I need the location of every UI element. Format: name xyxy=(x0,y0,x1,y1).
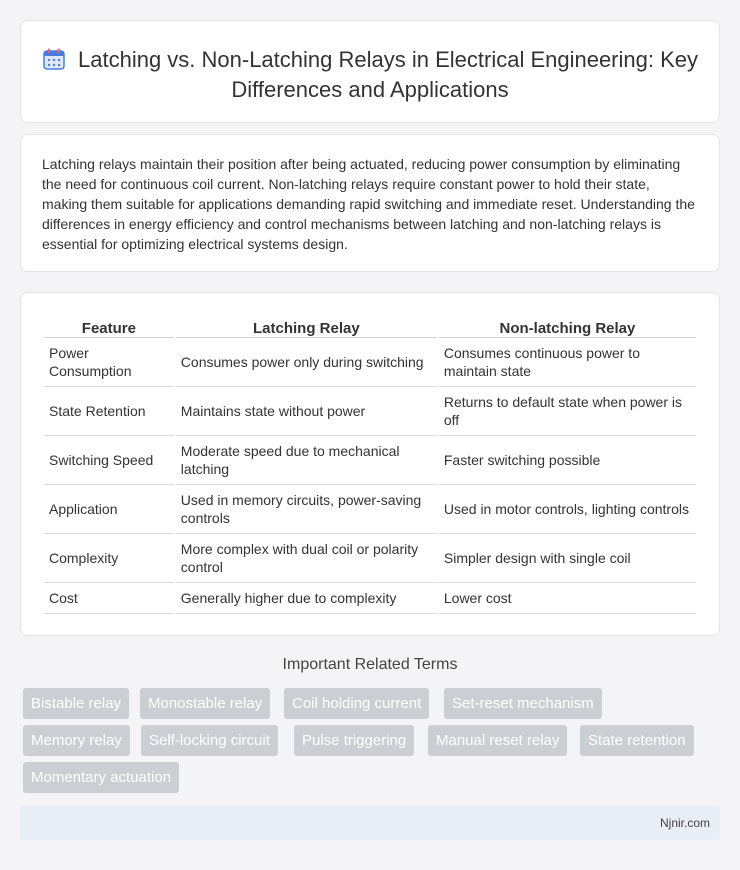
cell-non-latching: Returns to default state when power is off xyxy=(439,387,696,436)
cell-non-latching: Consumes continuous power to maintain state xyxy=(439,338,696,387)
cell-feature: State Retention xyxy=(44,387,174,436)
cell-latching: Generally higher due to complexity xyxy=(176,583,437,614)
cell-non-latching: Lower cost xyxy=(439,583,696,614)
title-card xyxy=(20,20,720,123)
cell-latching: Moderate speed due to mechanical latching xyxy=(176,436,437,485)
term-tag[interactable]: Pulse triggering xyxy=(294,725,414,756)
table-header-row xyxy=(44,316,696,338)
intro-paragraph: Latching relays maintain their position after being actuated, reducing power consumption by eliminating the need for continuous coil current. Non-latching relays require constant power to hold their state, making them suitable for applications demanding rapid switching and immediate reset. Understanding the differences in energy efficiency and control mechanisms between latching and non-latching relays is essential for optimizing electrical systems design. xyxy=(42,156,695,252)
cell-feature: Complexity xyxy=(44,534,174,583)
table-row xyxy=(44,583,696,614)
cell-feature: Application xyxy=(44,485,174,534)
cell-latching: Used in memory circuits, power-saving controls xyxy=(176,485,437,534)
table-row xyxy=(44,436,696,485)
header-feature: Feature xyxy=(44,316,174,338)
related-terms-title: Important Related Terms xyxy=(282,656,458,673)
term-tag[interactable]: Set-reset mechanism xyxy=(444,688,602,719)
cell-non-latching: Faster switching possible xyxy=(439,436,696,485)
term-tag[interactable]: Coil holding current xyxy=(284,688,429,719)
cell-non-latching: Simpler design with single coil xyxy=(439,534,696,583)
intro-card xyxy=(20,134,720,272)
cell-latching: Consumes power only during switching xyxy=(176,338,437,387)
cell-latching: Maintains state without power xyxy=(176,387,437,436)
table-row xyxy=(44,338,696,387)
term-tag[interactable]: State retention xyxy=(580,725,694,756)
term-tag[interactable]: Manual reset relay xyxy=(428,725,567,756)
header-latching: Latching Relay xyxy=(176,316,437,338)
cell-latching: More complex with dual coil or polarity control xyxy=(176,534,437,583)
cell-non-latching: Used in motor controls, lighting controls xyxy=(439,485,696,534)
page-title-text: Latching vs. Non-Latching Relays in Electrical Engineering: Key Differences and Applications xyxy=(78,47,698,102)
term-tag[interactable]: Memory relay xyxy=(23,725,130,756)
term-tag[interactable]: Self-locking circuit xyxy=(141,725,278,756)
term-tag[interactable]: Monostable relay xyxy=(140,688,270,719)
cell-feature: Cost xyxy=(44,583,174,614)
term-tag[interactable]: Momentary actuation xyxy=(23,762,179,793)
term-tag[interactable]: Bistable relay xyxy=(23,688,129,719)
comparison-table xyxy=(42,316,698,614)
header-non-latching: Non-latching Relay xyxy=(439,316,696,338)
table-row xyxy=(44,387,696,436)
cell-feature: Power Consumption xyxy=(44,338,174,387)
table-row xyxy=(44,534,696,583)
comparison-card xyxy=(20,292,720,636)
cell-feature: Switching Speed xyxy=(44,436,174,485)
footer xyxy=(20,806,720,840)
footer-site-link[interactable]: Njnir.com xyxy=(659,816,710,830)
table-row xyxy=(44,485,696,534)
calendar-icon xyxy=(42,47,66,71)
page-title xyxy=(41,45,699,105)
